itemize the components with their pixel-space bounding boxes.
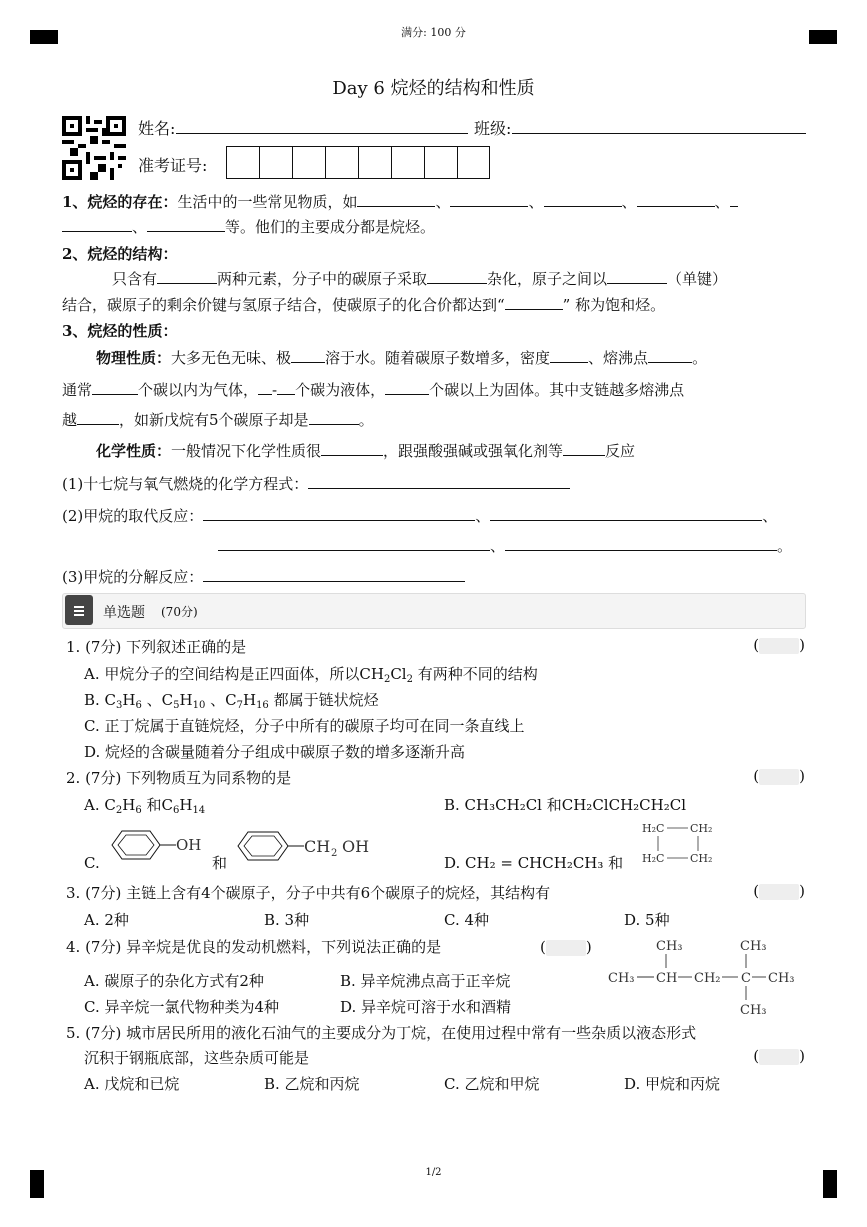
intro-s1-line2: 、 等。他们的主要成分都是烷烃。 xyxy=(62,216,435,238)
q2-option-c[interactable]: C. xyxy=(84,854,100,872)
page-title: Day 6 烷烃的结构和性质 xyxy=(332,78,535,99)
intro-s2-line2: 结合，碳原子的剩余价键与氢原子结合，使碳原子的化合价都达到“ ” 称为饱和烃。 xyxy=(62,296,666,314)
q1-stem: 1. (7分) 下列叙述正确的是 xyxy=(66,638,247,656)
class-label: 班级: xyxy=(474,119,512,138)
q4-option-b[interactable]: B. 异辛烷沸点高于正辛烷 xyxy=(340,972,511,990)
svg-text:CH₃: CH₃ xyxy=(608,971,635,986)
phys-line1: 物理性质：大多无色无味、极 溶于水。随着碳原子数增多，密度 、熔沸点 。 xyxy=(96,349,708,367)
benzyl-alcohol-structure xyxy=(230,828,380,868)
q4-option-c[interactable]: C. 异辛烷一氯代物种类为4种 xyxy=(84,998,280,1016)
svg-text:CH: CH xyxy=(656,971,678,986)
q4-stem: 4. (7分) 异辛烷是优良的发动机燃料，下列说法正确的是 xyxy=(66,938,442,956)
intro-s2-line1: 只含有 两种元素，分子中的碳原子采取 杂化，原子之间以 （单键） xyxy=(112,270,728,288)
q1-answer-box[interactable]: ( ) xyxy=(753,636,805,654)
cyclobutane-structure xyxy=(640,816,730,870)
q3-option-d[interactable]: D. 5种 xyxy=(624,911,670,929)
q3-answer-box[interactable]: ( ) xyxy=(753,882,805,900)
q5-answer-box[interactable]: ( ) xyxy=(753,1047,805,1065)
intro-s3-head: 3、烷烃的性质： xyxy=(62,322,178,340)
section-list-icon xyxy=(65,595,93,625)
page-number: 1/2 xyxy=(425,1167,442,1178)
q2-option-b[interactable]: B. CH₃CH₂Cl 和CH₂ClCH₂CH₂Cl xyxy=(444,796,687,814)
svg-text:H₂C: H₂C xyxy=(642,822,665,835)
q5-option-d[interactable]: D. 甲烷和丙烷 xyxy=(624,1075,721,1093)
q2-stem: 2. (7分) 下列物质互为同系物的是 xyxy=(66,769,292,787)
svg-text:OH: OH xyxy=(342,837,370,856)
intro-s2-head: 2、烷烃的结构： xyxy=(62,245,178,263)
q1-option-a[interactable]: A. 甲烷分子的空间结构是正四面体，所以$CH_2Cl_2$ 有两种不同的结构 xyxy=(84,665,538,685)
q2-option-d[interactable]: D. CH₂ = CHCH₂CH₃ 和 xyxy=(444,854,624,872)
svg-text:H₂C: H₂C xyxy=(642,852,665,865)
svg-text:CH₃: CH₃ xyxy=(656,939,683,954)
q1-option-c[interactable]: C. 正丁烷属于直链烷烃，分子中所有的碳原子均可在同一条直线上 xyxy=(84,717,525,735)
exam-number-label: 准考证号: xyxy=(138,156,208,175)
equation-1: (1)十七烷与氧气燃烧的化学方程式： xyxy=(62,473,570,495)
svg-text:OH: OH xyxy=(176,836,202,854)
q3-option-c[interactable]: C. 4种 xyxy=(444,911,490,929)
q4-option-d[interactable]: D. 异辛烷可溶于水和酒精 xyxy=(340,998,512,1016)
svg-text:CH₂: CH₂ xyxy=(694,971,721,986)
svg-text:2: 2 xyxy=(331,848,338,859)
isooctane-structure xyxy=(606,932,802,1020)
svg-text:CH₂: CH₂ xyxy=(690,852,713,865)
qr-code xyxy=(62,116,126,180)
class-field[interactable] xyxy=(512,133,806,134)
q5-option-c[interactable]: C. 乙烷和甲烷 xyxy=(444,1075,540,1093)
q5-stem-line1: 5. (7分) 城市居民所用的液化石油气的主要成分为丁烷，在使用过程中常有一些杂质以液态形式 xyxy=(66,1024,697,1042)
name-label: 姓名: xyxy=(138,119,176,138)
q1-option-b[interactable]: B. $C_3H_6$ 、$C_5H_{10}$ 、$C_7H_{16}$ 都属于链状烷烃 xyxy=(84,691,379,711)
section-score: (70分) xyxy=(161,605,198,619)
svg-text:C: C xyxy=(741,971,751,986)
equation-2-cont: 、 。 xyxy=(218,535,792,557)
intro-s1-line1: 1、烷烃的存在：生活中的一些常见物质，如 、 、 、 、 xyxy=(62,191,738,213)
equation-3: (3)甲烷的分解反应： xyxy=(62,566,465,588)
equation-2: (2)甲烷的取代反应： 、 、 xyxy=(62,507,778,525)
q3-option-a[interactable]: A. 2种 xyxy=(84,911,129,929)
svg-text:CH₃: CH₃ xyxy=(740,939,767,954)
q3-option-b[interactable]: B. 3种 xyxy=(264,911,310,929)
section-header xyxy=(62,593,806,629)
svg-text:CH: CH xyxy=(304,837,331,856)
q4-answer-box[interactable]: ( ) xyxy=(540,938,592,956)
section-title: 单选题 xyxy=(103,605,145,621)
q4-option-a[interactable]: A. 碳原子的杂化方式有2种 xyxy=(84,972,264,990)
q2-option-c-and: 和 xyxy=(212,854,228,872)
q2-option-a[interactable]: A. $C_2H_6$ 和$C_6H_{14}$ xyxy=(84,796,206,816)
svg-text:CH₂: CH₂ xyxy=(690,822,713,835)
q2-answer-box[interactable]: ( ) xyxy=(753,767,805,785)
svg-text:CH₃: CH₃ xyxy=(768,971,795,986)
q5-stem-line2: 沉积于钢瓶底部，这些杂质可能是 xyxy=(84,1049,310,1067)
svg-text:CH₃: CH₃ xyxy=(740,1003,767,1018)
phys-line3: 越 ，如新戊烷有5个碳原子却是 。 xyxy=(62,411,374,429)
q1-option-d[interactable]: D. 烷烃的含碳量随着分子组成中碳原子数的增多逐渐升高 xyxy=(84,743,466,761)
q5-option-b[interactable]: B. 乙烷和丙烷 xyxy=(264,1075,360,1093)
phenol-structure xyxy=(104,825,214,865)
name-field[interactable] xyxy=(176,133,468,134)
phys-line2: 通常 个碳以内为气体， - 个碳为液体， 个碳以上为固体。其中支链越多熔沸点 xyxy=(62,381,685,399)
chem-line: 化学性质：一般情况下化学性质很 ，跟强酸强碱或强氧化剂等 反应 xyxy=(96,442,636,460)
q5-option-a[interactable]: A. 戊烷和已烷 xyxy=(84,1075,180,1093)
q3-stem: 3. (7分) 主链上含有4个碳原子，分子中共有6个碳原子的烷烃，其结构有 xyxy=(66,884,551,902)
exam-number-grid[interactable] xyxy=(226,146,490,179)
score-header: 满分: 100 分 xyxy=(401,26,466,39)
